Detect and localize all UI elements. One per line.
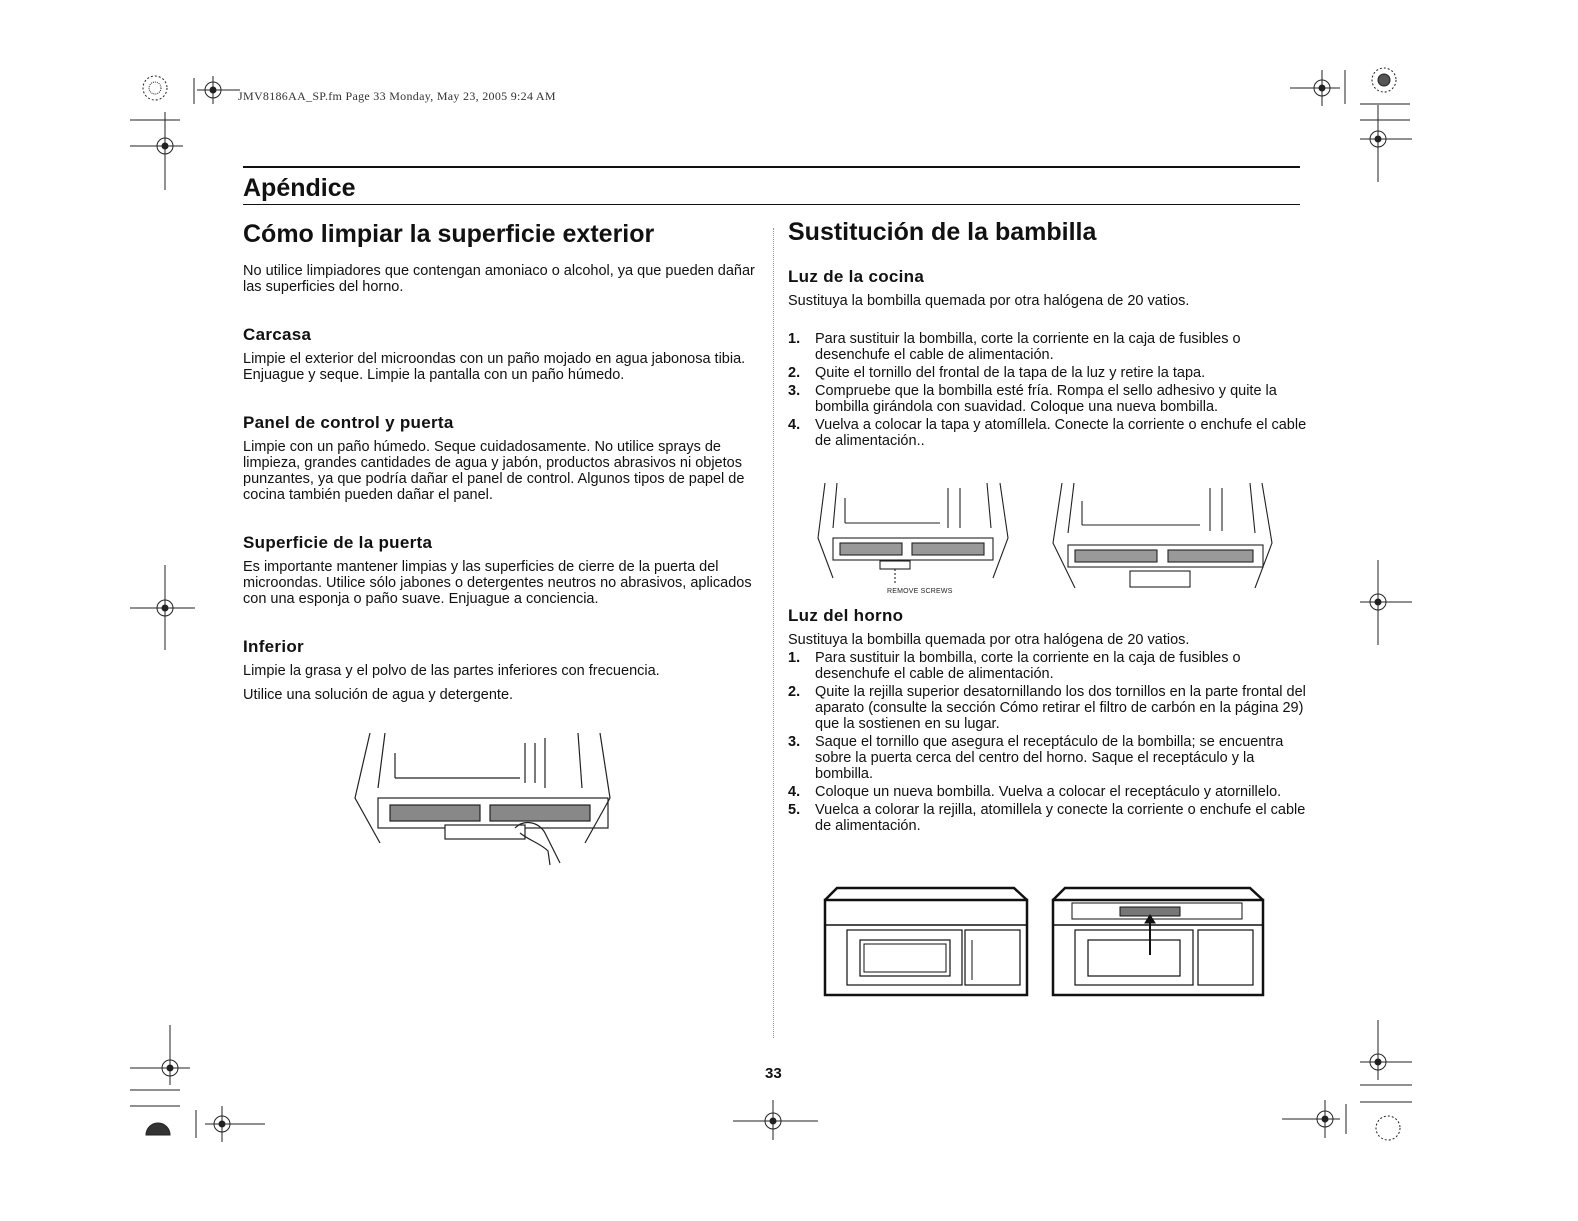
sunburst-icon (146, 1123, 170, 1135)
crosshair-icon (1360, 560, 1412, 645)
cooktop-steps-list (788, 331, 1308, 449)
subsection-text-carcasa: Limpie el exterior del microondas con un paño mojado en agua jabonosa tibia. Enjuague y seque. Limpie la pantalla con un paño húmedo. (243, 351, 746, 383)
crosshair-icon (130, 112, 183, 190)
subsection-heading-carcasa: Carcasa (243, 325, 312, 344)
oven-light-intro: Sustituya la bombilla quemada por otra halógena de 20 vatios. (788, 632, 1190, 648)
crosshair-icon (130, 1025, 190, 1085)
remove-screws-label: REMOVE SCREWS (887, 588, 953, 595)
subsection-text-panel: Limpie con un paño húmedo. Seque cuidadosamente. No utilice sprays de limpieza, grandes cantidades de agua y jabón, productos abrasivos ni objetos punzantes, ya que podría dañar el panel de control. Algunos tipos de papel de cocina también pueden dañar el panel. (243, 439, 745, 503)
crosshair-icon (1360, 105, 1412, 182)
crosshair-icon (205, 1106, 265, 1142)
underside-cleaning-illustration (350, 733, 620, 873)
section-title: Apéndice (243, 174, 356, 202)
list-item: 2. Quite el tornillo del frontal de la tapa de la luz y retire la tapa. (788, 365, 1206, 381)
left-intro: No utilice limpiadores que contengan amoniaco o alcohol, ya que pueden dañar las superficies del horno. (243, 263, 755, 295)
sunburst-icon (1372, 68, 1396, 92)
subsection-heading-puerta: Superficie de la puerta (243, 533, 433, 552)
cooktop-light-intro: Sustituya la bombilla quemada por otra halógena de 20 vatios. (788, 293, 1190, 309)
right-column (788, 218, 1308, 451)
list-item: 2. Quite la rejilla superior desatornillando los dos tornillos en la parte frontal del aparato (consulte la sección Cómo retirar el filtro de carbón en la página 29) que la sostienen en su lugar. (788, 684, 1306, 732)
cooktop-light-illustration-2 (1050, 483, 1280, 598)
list-item: 1. Para sustituir la bombilla, corte la corriente en la caja de fusibles o desenchufe el cable de alimentación. (788, 650, 1241, 682)
list-item: 3. Compruebe que la bombilla esté fría. Rompa el sello adhesivo y quite la bombilla girándola con suavidad. Coloque una nueva bombilla. (788, 383, 1277, 415)
subsection-text-inferior: Limpie la grasa y el polvo de las partes inferiores con frecuencia. (243, 663, 660, 679)
list-item: 4. Coloque un nueva bombilla. Vuelva a colocar el receptáculo y atornillelo. (788, 784, 1282, 800)
header-rule-top (243, 166, 1300, 168)
left-title: Cómo limpiar la superficie exterior (243, 220, 655, 248)
crosshair-icon (130, 565, 195, 650)
column-divider (773, 228, 774, 1038)
subsection-text-inferior-2: Utilice una solución de agua y detergente. (243, 687, 514, 703)
crosshair-icon (1290, 70, 1340, 106)
crosshair-icon (733, 1100, 818, 1140)
list-item: 4. Vuelva a colocar la tapa y atomíllela. Conecte la corriente o enchufe el cable de alimentación.. (788, 417, 1307, 449)
list-item: 1. Para sustituir la bombilla, corte la corriente en la caja de fusibles o desenchufe el cable de alimentación. (788, 331, 1241, 363)
crosshair-icon (1360, 1020, 1412, 1080)
oven-light-illustration-1 (822, 885, 1032, 1000)
cooktop-light-heading: Luz de la cocina (788, 267, 925, 286)
subsection-heading-inferior: Inferior (243, 637, 304, 656)
header-rule-bottom (243, 204, 1300, 205)
sunburst-icon (143, 76, 167, 100)
oven-steps-list (788, 650, 1308, 834)
sunburst-icon (1376, 1116, 1400, 1140)
crosshair-icon (197, 76, 240, 104)
cooktop-light-illustration-1 (815, 483, 1015, 598)
oven-light-heading: Luz del horno (788, 606, 904, 625)
left-column (243, 220, 763, 703)
right-title: Sustitución de la bambilla (788, 218, 1097, 246)
list-item: 3. Saque el tornillo que asegura el receptáculo de la bombilla; se encuentra sobre la puerta cerca del centro del horno. Saque el receptáculo y la bombilla. (788, 734, 1284, 782)
subsection-heading-panel: Panel de control y puerta (243, 413, 454, 432)
oven-light-section (788, 606, 1308, 836)
crosshair-icon (1282, 1100, 1340, 1138)
subsection-text-puerta: Es importante mantener limpias y las superficies de cierre de la puerta del microondas. Utilice sólo jabones o detergentes neutros no abrasivos, aplicados con una esponja o paño suave. Enjuague a conciencia. (243, 559, 752, 607)
print-header: JMV8186AA_SP.fm Page 33 Monday, May 23, 2005 9:24 AM (238, 89, 556, 103)
list-item: 5. Vuelca a colorar la rejilla, atomillela y conecte la corriente o enchufe el cable de alimentación. (788, 802, 1306, 834)
oven-light-illustration-2 (1050, 885, 1265, 1000)
page-number: 33 (765, 1065, 782, 1082)
